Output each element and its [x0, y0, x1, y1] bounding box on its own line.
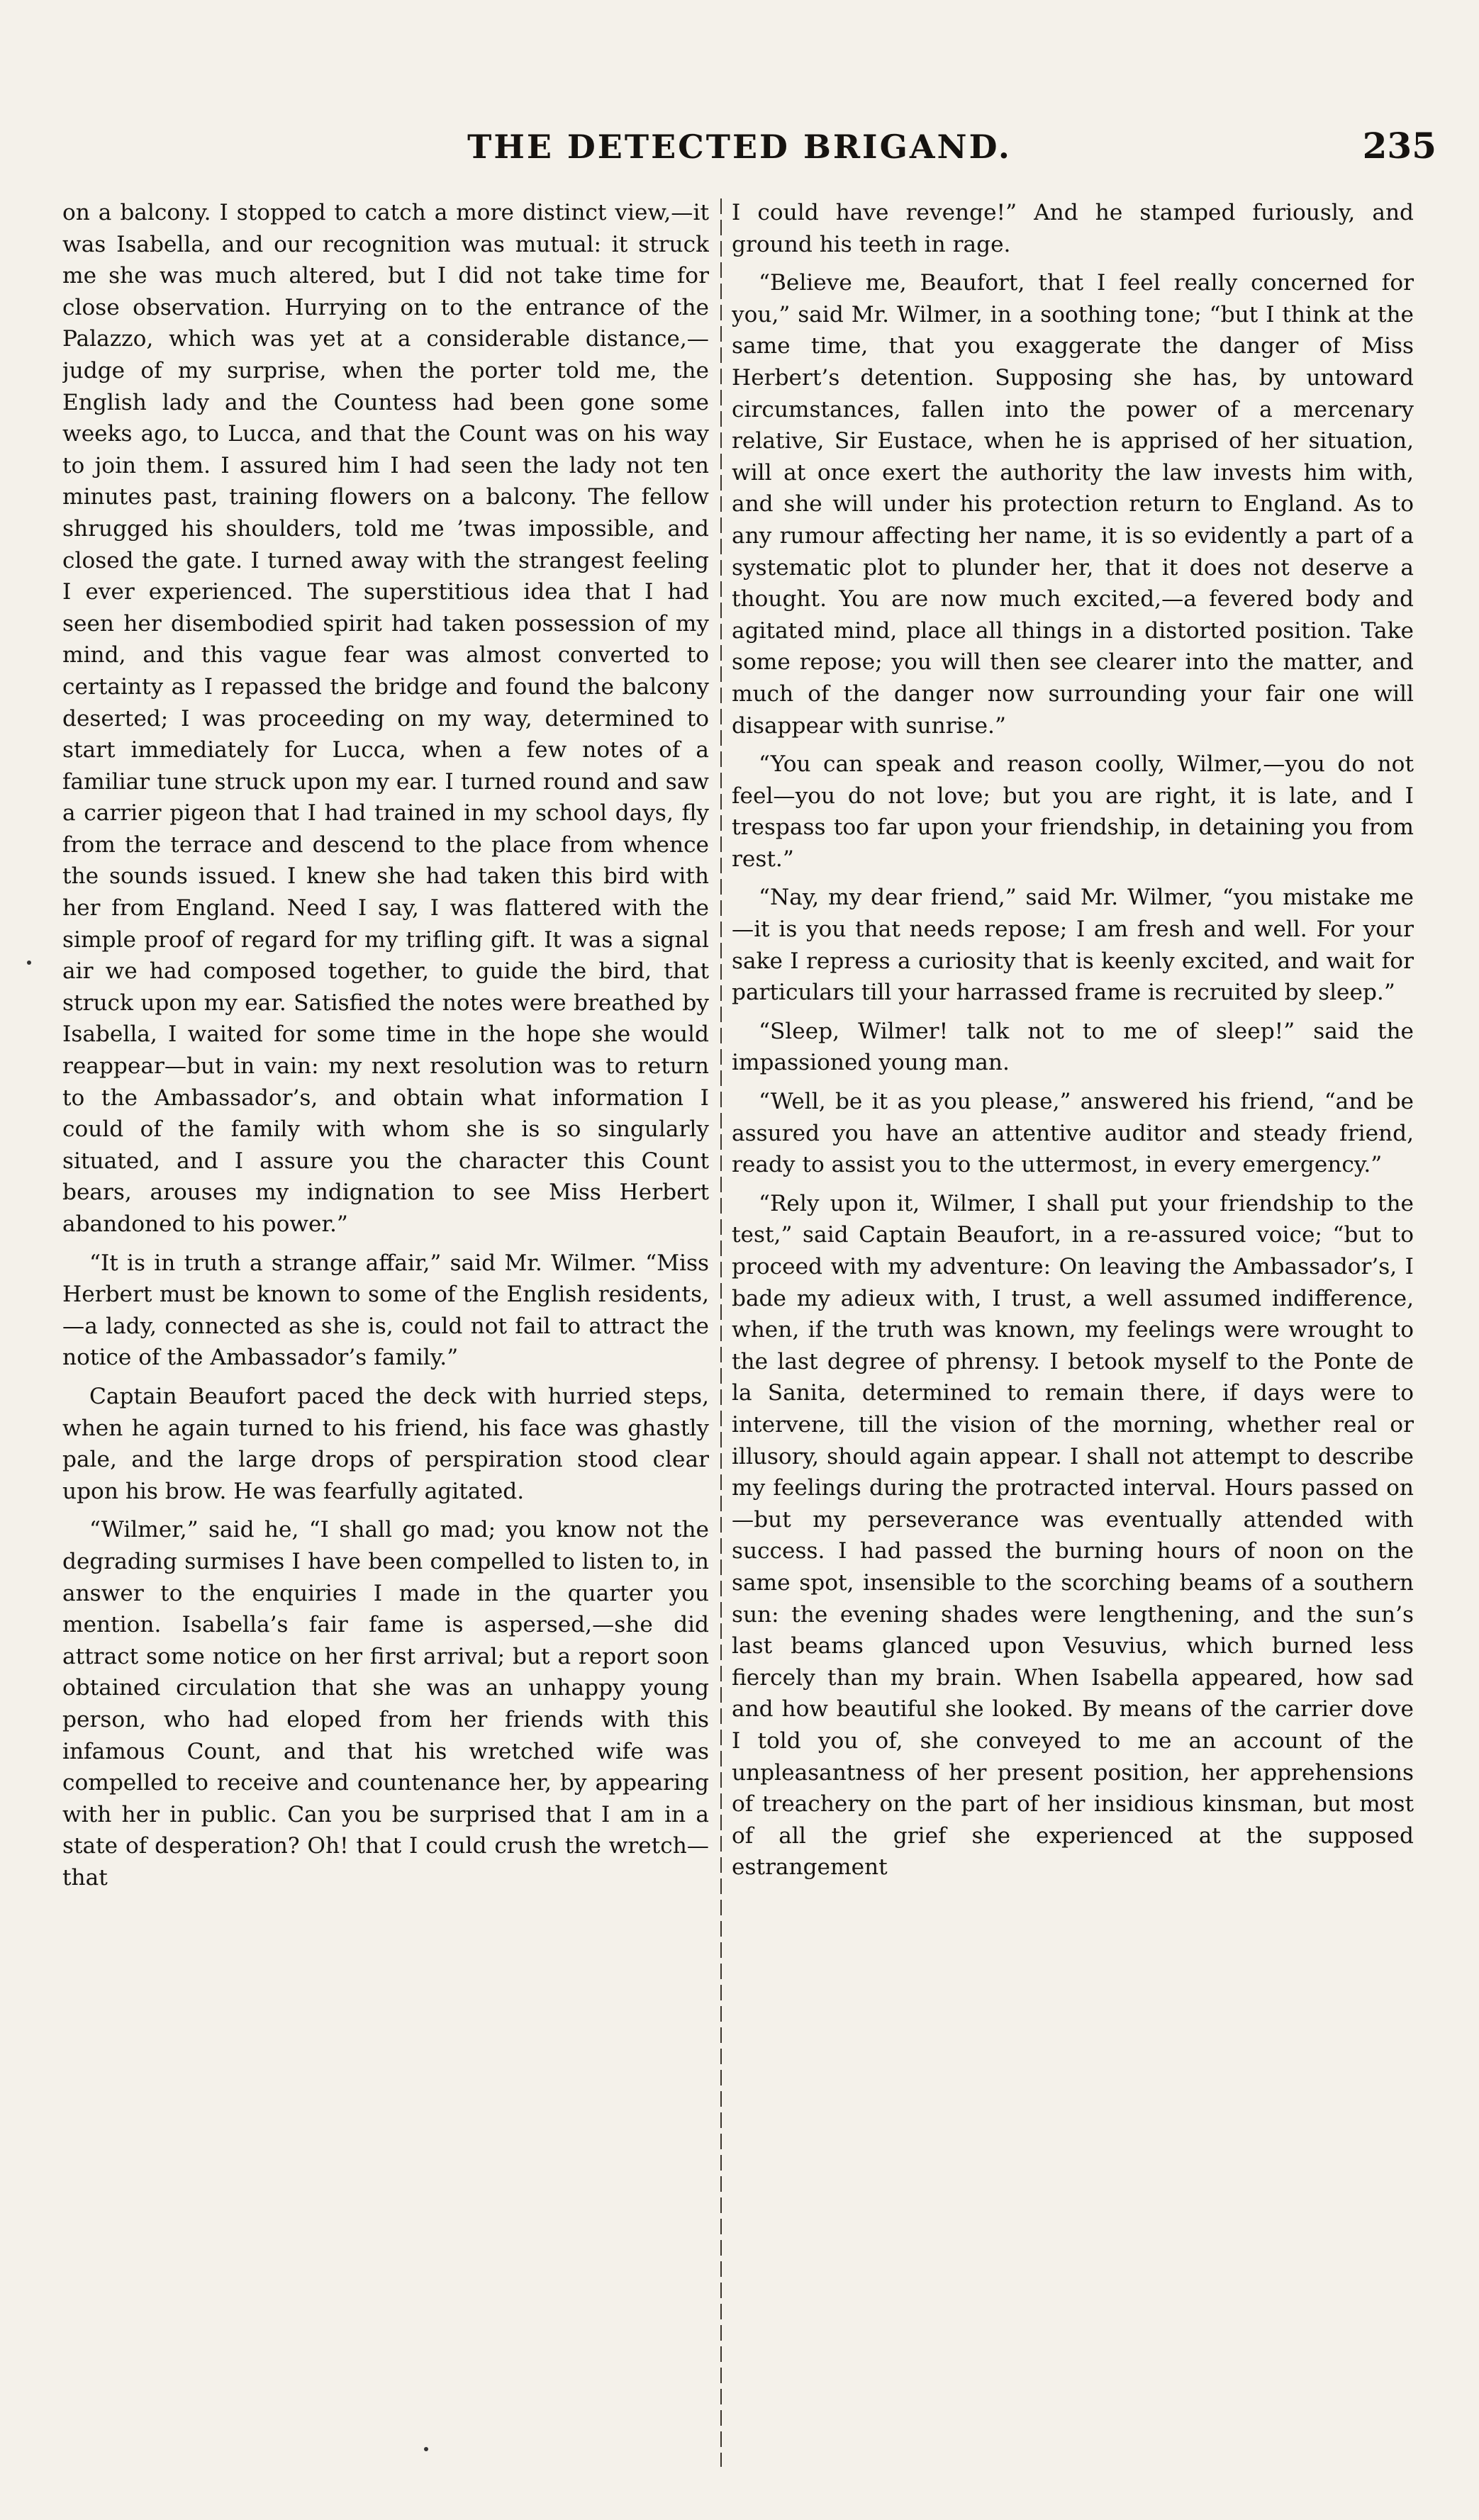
paragraph: “Well, be it as you please,” answered his friend, “and be assured you have an attentive auditor and steady friend, ready to assist you to the uttermost, in every emergency.”: [732, 1089, 1414, 1178]
paragraph: Captain Beaufort paced the deck with hurried steps, when he again turned to his friend, his face was ghastly pale, and the large drops of perspiration stood clear upon his brow. He was fearfully agitated.: [62, 1383, 709, 1504]
paragraph: “Rely upon it, Wilmer, I shall put your friendship to the test,” said Captain Beaufort, in a re-assured voice; “but to proceed with my adventure: On leaving the Ambassador’s, I bade my adieux with, I trust, a well assumed indifference, when, if the truth was known, my feelings were wrought to the last degree of phrensy. I betook myself to the Ponte de la Sanita, determined to remain there, if days were to intervene, till the vision of the morning, whether real or illusory, should again appear. I shall not attempt to describe my feelings during the protracted interval. Hours passed on—but my perseverance was eventually attended with success. I had passed the burning hours of noon on the same spot, insensible to the scorching beams of a southern sun: the evening shades were lengthening, and the sun’s last beams glanced upon Vesuvius, which burned less fiercely than my brain. When Isabella appeared, how sad and how beautiful she looked. By means of the carrier dove I told you of, she conveyed to me an account of the unpleasantness of her present position, her apprehensions of treachery on the part of her insidious kinsman, but most of all the grief she experienced at the supposed estrangement: [732, 1190, 1414, 1881]
right-column: [732, 197, 1414, 2480]
page-number: 235: [1362, 125, 1436, 167]
paragraph: “Believe me, Beaufort, that I feel really concerned for you,” said Mr. Wilmer, in a soothing tone; “but I think at the same time, that you exaggerate the danger of Miss Herbert’s detention. Supposing she has, by untoward circumstances, fallen into the power of a mercenary relative, Sir Eustace, when he is apprised of her situation, will at once exert the authority the law invests him with, and she will under his protection return to England. As to any rumour affecting her name, it is so evidently a part of a systematic plot to plunder her, that it does not deserve a thought. You are now much excited,—a fevered body and agitated mind, place all things in a distorted position. Take some repose; you will then see clearer into the matter, and much of the danger now surrounding your fair one will disappear with sunrise.”: [732, 270, 1414, 739]
paragraph: “Nay, my dear friend,” said Mr. Wilmer, “you mistake me—it is you that needs repose; I am fresh and well. For your sake I repress a curiosity that is keenly excited, and wait for particulars till your harrassed frame is recruited by sleep.”: [732, 885, 1414, 1006]
paragraph: “Sleep, Wilmer! talk not to me of sleep!” said the impassioned young man.: [732, 1018, 1414, 1076]
paragraph: “It is in truth a strange affair,” said Mr. Wilmer. “Miss Herbert must be known to some of the English residents,—a lady, connected as she is, could not fail to attract the notice of the Ambassador’s family.”: [62, 1250, 709, 1371]
paragraph: on a balcony. I stopped to catch a more distinct view,—it was Isabella, and our recognition was mutual: it struck me she was much altered, but I did not take time for close observation. Hurrying on to the entrance of the Palazzo, which was yet at a considerable distance,—judge of my surprise, when the porter told me, the English lady and the Countess had been gone some weeks ago, to Lucca, and that the Count was on his way to join them. I assured him I had seen the lady not ten minutes past, training flowers on a balcony. The fellow shrugged his shoulders, told me ’twas impossible, and closed the gate. I turned away with the strangest feeling I ever experienced. The superstitious idea that I had seen her disembodied spirit had taken possession of my mind, and this vague fear was almost converted to certainty as I repassed the bridge and found the balcony deserted; I was proceeding on my way, determined to start immediately for Lucca, when a few notes of a familiar tune struck upon my ear. I turned round and saw a carrier pigeon that I had trained in my school days, fly from the terrace and descend to the place from whence the sounds issued. I knew she had taken this bird with her from England. Need I say, I was flattered with the simple proof of regard for my trifling gift. It was a signal air we had composed together, to guide the bird, that struck upon my ear. Satisfied the notes were breathed by Isabella, I waited for some time in the hope she would reappear—but in vain: my next resolution was to return to the Ambassador’s, and obtain what information I could of the family with whom she is so singularly situated, and I assure you the character this Count bears, arouses my indignation to see Miss Herbert abandoned to his power.”: [62, 200, 709, 1237]
column-divider: [720, 198, 722, 2467]
ink-speck: [424, 2447, 428, 2451]
left-column: [62, 197, 709, 2480]
running-title: THE DETECTED BRIGAND.: [467, 128, 1012, 166]
paragraph: “Wilmer,” said he, “I shall go mad; you know not the degrading surmises I have been compelled to listen to, in answer to the enquiries I made in the quarter you mention. Isabella’s fair fame is aspersed,—she did attract some notice on her first arrival; but a report soon obtained circulation that she was an unhappy young person, who had eloped from her friends with this infamous Count, and that his wretched wife was compelled to receive and countenance her, by appearing with her in public. Can you be surprised that I am in a state of desperation? Oh! that I could crush the wretch—that: [62, 1517, 709, 1891]
paragraph: “You can speak and reason coolly, Wilmer,—you do not feel—you do not love; but you are right, it is late, and I trespass too far upon your friendship, in detaining you from rest.”: [732, 751, 1414, 872]
paragraph: I could have revenge!” And he stamped furiously, and ground his teeth in rage.: [732, 200, 1414, 257]
ink-speck: [27, 961, 31, 965]
